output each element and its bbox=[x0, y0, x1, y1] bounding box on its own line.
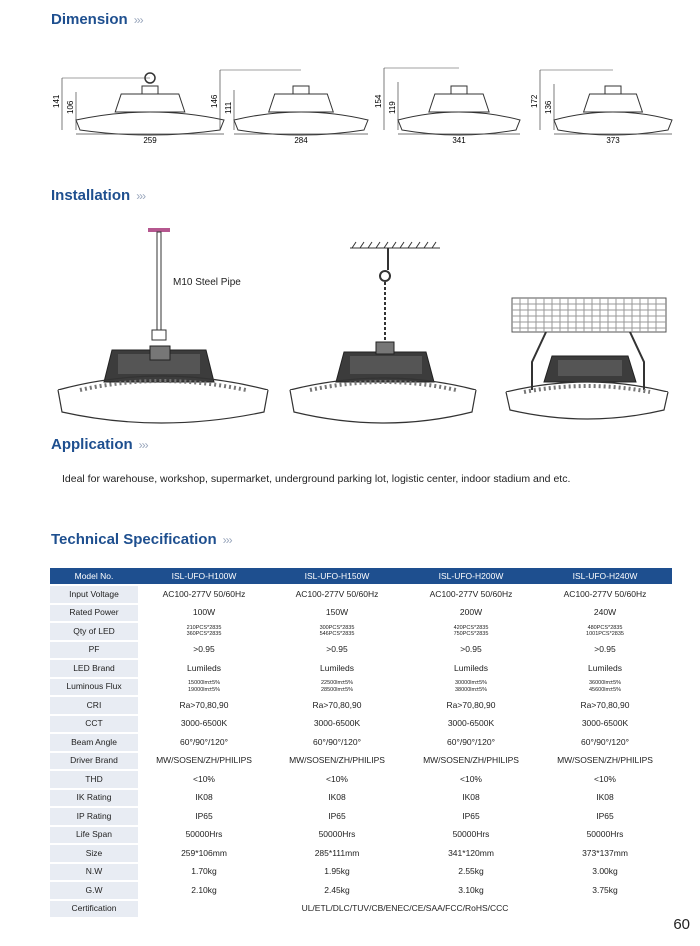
application-title bbox=[51, 436, 148, 453]
spec-cell: 259*106mm bbox=[181, 847, 227, 858]
spec-row-label: CRI bbox=[50, 697, 138, 714]
spec-cell-line: 38000lm±5% bbox=[454, 686, 488, 693]
dimension-height-body: 111 bbox=[224, 101, 233, 114]
spec-row bbox=[50, 679, 672, 696]
spec-cell-line: 28500lm±5% bbox=[320, 686, 354, 693]
dimension-width: 341 bbox=[452, 136, 466, 145]
spec-cell: 60°/90°/120° bbox=[446, 736, 495, 747]
dimension-drawings bbox=[0, 40, 700, 160]
installation-title-text: Installation bbox=[51, 187, 131, 204]
spec-row-label: Input Voltage bbox=[50, 586, 138, 603]
spec-cell: Lumileds bbox=[319, 662, 355, 673]
dimension-figure bbox=[52, 73, 224, 145]
spec-cell: 100W bbox=[192, 607, 216, 618]
spec-header-row bbox=[50, 568, 672, 584]
spec-cell: IK08 bbox=[195, 792, 213, 803]
certification-value: UL/ETL/DLC/TUV/CB/ENEC/CE/SAA/FCC/RoHS/CCC bbox=[301, 903, 509, 914]
spec-cell: Lumileds bbox=[186, 662, 222, 673]
spec-cell: 50000Hrs bbox=[452, 829, 490, 840]
spec-cell-line: 45600lm±5% bbox=[588, 686, 622, 693]
spec-row bbox=[50, 882, 672, 899]
spec-table bbox=[50, 566, 672, 919]
spec-row bbox=[50, 623, 672, 640]
spec-cell: 3000-6500K bbox=[313, 718, 361, 729]
spec-cell-line: 210PCS*2835 bbox=[186, 624, 222, 631]
dimension-figure bbox=[530, 70, 672, 145]
spec-cell: 60°/90°/120° bbox=[312, 736, 361, 747]
spec-cell bbox=[270, 623, 404, 640]
spec-cell: 3000-6500K bbox=[581, 718, 629, 729]
spec-row bbox=[50, 697, 672, 714]
spec-cell: AC100-277V 50/60Hz bbox=[295, 588, 379, 599]
spec-cell: Ra>70,80,90 bbox=[580, 699, 630, 710]
spec-cell: 2.45kg bbox=[324, 884, 350, 895]
spec-cell: <10% bbox=[460, 773, 482, 784]
dimension-width: 259 bbox=[143, 136, 157, 145]
header-model-cell: ISL-UFO-H240W bbox=[538, 568, 672, 584]
chevron-right-icon: ››› bbox=[222, 533, 232, 547]
spec-row-label: Size bbox=[50, 845, 138, 862]
pipe-mount-figure bbox=[58, 228, 268, 423]
spec-cell: 3.00kg bbox=[592, 866, 618, 877]
dimension-width: 284 bbox=[294, 136, 308, 145]
spec-cell: Lumileds bbox=[587, 662, 623, 673]
spec-cell: AC100-277V 50/60Hz bbox=[429, 588, 513, 599]
spec-row bbox=[50, 827, 672, 844]
dimension-width: 373 bbox=[606, 136, 620, 145]
spec-cell-line: 360PCS*2835 bbox=[186, 631, 222, 638]
application-description: Ideal for warehouse, workshop, supermarket, underground parking lot, logistic center, indoor stadium and etc. bbox=[62, 473, 571, 485]
spec-row-label: Qty of LED bbox=[50, 623, 138, 640]
spec-cell: 50000Hrs bbox=[318, 829, 356, 840]
dimension-height-total: 172 bbox=[530, 94, 539, 108]
spec-cell: Lumileds bbox=[453, 662, 489, 673]
chevron-right-icon: ››› bbox=[136, 189, 146, 203]
spec-row bbox=[50, 845, 672, 862]
spec-cell: 3000-6500K bbox=[180, 718, 228, 729]
dimension-height-body: 106 bbox=[66, 100, 75, 114]
spec-row bbox=[50, 716, 672, 733]
dimension-figure bbox=[374, 68, 520, 145]
spec-cell: 60°/90°/120° bbox=[580, 736, 629, 747]
spec-cell-line: 36000lm±5% bbox=[588, 680, 622, 687]
spec-cell-line: 19000lm±5% bbox=[187, 686, 221, 693]
spec-cell: 3000-6500K bbox=[447, 718, 495, 729]
spec-cell: 2.55kg bbox=[458, 866, 484, 877]
spec-cell-line: 300PCS*2835 bbox=[319, 624, 355, 631]
spec-row bbox=[50, 734, 672, 751]
header-model-cell: ISL-UFO-H200W bbox=[404, 568, 538, 584]
spec-cell: Ra>70,80,90 bbox=[446, 699, 496, 710]
spec-cell: 60°/90°/120° bbox=[179, 736, 228, 747]
spec-cell: >0.95 bbox=[594, 644, 616, 655]
dimension-height-total: 146 bbox=[210, 94, 219, 108]
spec-cell: IP65 bbox=[195, 810, 213, 821]
application-title-text: Application bbox=[51, 436, 133, 453]
spec-cell bbox=[404, 623, 538, 640]
spec-cell: IP65 bbox=[462, 810, 480, 821]
spec-cell: 240W bbox=[593, 607, 617, 618]
spec-cell: 150W bbox=[325, 607, 349, 618]
spec-cell: <10% bbox=[594, 773, 616, 784]
dimension-height-body: 136 bbox=[544, 100, 553, 114]
spec-row bbox=[50, 864, 672, 881]
spec-cell: 2.10kg bbox=[191, 884, 217, 895]
certification-label: Certification bbox=[50, 901, 138, 918]
dimension-title bbox=[51, 11, 143, 28]
spec-row-label: IK Rating bbox=[50, 790, 138, 807]
spec-row bbox=[50, 586, 672, 603]
spec-row-label: CCT bbox=[50, 716, 138, 733]
spec-row bbox=[50, 660, 672, 677]
hook-mount-figure bbox=[290, 242, 476, 423]
spec-row-label: Rated Power bbox=[50, 605, 138, 622]
spec-cell: IK08 bbox=[328, 792, 346, 803]
dimension-figure bbox=[210, 70, 368, 145]
spec-cell-line: 546PCS*2835 bbox=[319, 631, 355, 638]
spec-row-label: G.W bbox=[50, 882, 138, 899]
header-model-cell: ISL-UFO-H100W bbox=[138, 568, 270, 584]
dimension-height-total: 141 bbox=[52, 94, 61, 108]
spec-cell: 373*137mm bbox=[582, 847, 628, 858]
header-model-label: Model No. bbox=[50, 568, 138, 584]
spec-cell bbox=[270, 679, 404, 696]
spec-cell: IP65 bbox=[328, 810, 346, 821]
spec-cell bbox=[404, 679, 538, 696]
installation-title bbox=[51, 187, 145, 204]
dimension-height-total: 154 bbox=[374, 94, 383, 108]
spec-cell: 3.10kg bbox=[458, 884, 484, 895]
spec-cell: IP65 bbox=[596, 810, 614, 821]
spec-cell-line: 750PCS*2835 bbox=[453, 631, 489, 638]
spec-row-label: IP Rating bbox=[50, 808, 138, 825]
spec-cell: 341*120mm bbox=[448, 847, 494, 858]
spec-row-label: Luminous Flux bbox=[50, 679, 138, 696]
spec-cell bbox=[138, 679, 270, 696]
spec-cell: 1.95kg bbox=[324, 866, 350, 877]
spec-cell: MW/SOSEN/ZH/PHILIPS bbox=[423, 755, 519, 766]
spec-cell: 1.70kg bbox=[191, 866, 217, 877]
spec-cell-line: 30000lm±5% bbox=[454, 680, 488, 687]
spec-row-label: LED Brand bbox=[50, 660, 138, 677]
spec-row bbox=[50, 753, 672, 770]
technical-title bbox=[51, 531, 232, 548]
spec-cell-line: 1001PCS*2835 bbox=[586, 631, 624, 638]
spec-cell: MW/SOSEN/ZH/PHILIPS bbox=[156, 755, 252, 766]
spec-row-label: PF bbox=[50, 642, 138, 659]
spec-cell-line: 15000lm±5% bbox=[187, 680, 221, 687]
spec-cell: Ra>70,80,90 bbox=[312, 699, 362, 710]
spec-cell: 200W bbox=[459, 607, 483, 618]
spec-cell-line: 480PCS*2835 bbox=[587, 624, 623, 631]
chevron-right-icon: ››› bbox=[133, 13, 143, 27]
certification-row bbox=[50, 901, 672, 918]
bracket-mount-figure bbox=[506, 298, 668, 419]
header-model-cell: ISL-UFO-H150W bbox=[270, 568, 404, 584]
spec-row-label: Driver Brand bbox=[50, 753, 138, 770]
spec-row bbox=[50, 642, 672, 659]
spec-cell: 50000Hrs bbox=[586, 829, 624, 840]
spec-cell: AC100-277V 50/60Hz bbox=[563, 588, 647, 599]
spec-cell bbox=[538, 679, 672, 696]
spec-cell-line: 420PCS*2835 bbox=[453, 624, 489, 631]
spec-cell bbox=[538, 623, 672, 640]
spec-cell: MW/SOSEN/ZH/PHILIPS bbox=[557, 755, 653, 766]
spec-cell: 3.75kg bbox=[592, 884, 618, 895]
spec-cell: MW/SOSEN/ZH/PHILIPS bbox=[289, 755, 385, 766]
spec-row-label: Beam Angle bbox=[50, 734, 138, 751]
pipe-label: M10 Steel Pipe bbox=[173, 277, 241, 288]
chevron-right-icon: ››› bbox=[138, 438, 148, 452]
spec-row bbox=[50, 808, 672, 825]
spec-cell bbox=[138, 623, 270, 640]
spec-row bbox=[50, 790, 672, 807]
spec-row-label: N.W bbox=[50, 864, 138, 881]
page-number: 60 bbox=[673, 916, 690, 933]
dimension-height-body: 119 bbox=[388, 101, 397, 114]
dimension-title-text: Dimension bbox=[51, 11, 128, 28]
spec-row bbox=[50, 605, 672, 622]
spec-cell: >0.95 bbox=[326, 644, 348, 655]
spec-cell: 285*111mm bbox=[314, 847, 360, 858]
spec-row-label: THD bbox=[50, 771, 138, 788]
spec-cell-line: 22500lm±5% bbox=[320, 680, 354, 687]
technical-title-text: Technical Specification bbox=[51, 531, 217, 548]
spec-cell: >0.95 bbox=[460, 644, 482, 655]
spec-cell: Ra>70,80,90 bbox=[179, 699, 229, 710]
installation-drawings bbox=[0, 222, 700, 427]
spec-cell: AC100-277V 50/60Hz bbox=[162, 588, 246, 599]
spec-cell: IK08 bbox=[462, 792, 480, 803]
spec-cell: >0.95 bbox=[193, 644, 215, 655]
spec-cell: <10% bbox=[193, 773, 215, 784]
spec-row-label: Life Span bbox=[50, 827, 138, 844]
spec-cell: IK08 bbox=[596, 792, 614, 803]
spec-cell: 50000Hrs bbox=[185, 829, 223, 840]
spec-row bbox=[50, 771, 672, 788]
spec-cell: <10% bbox=[326, 773, 348, 784]
